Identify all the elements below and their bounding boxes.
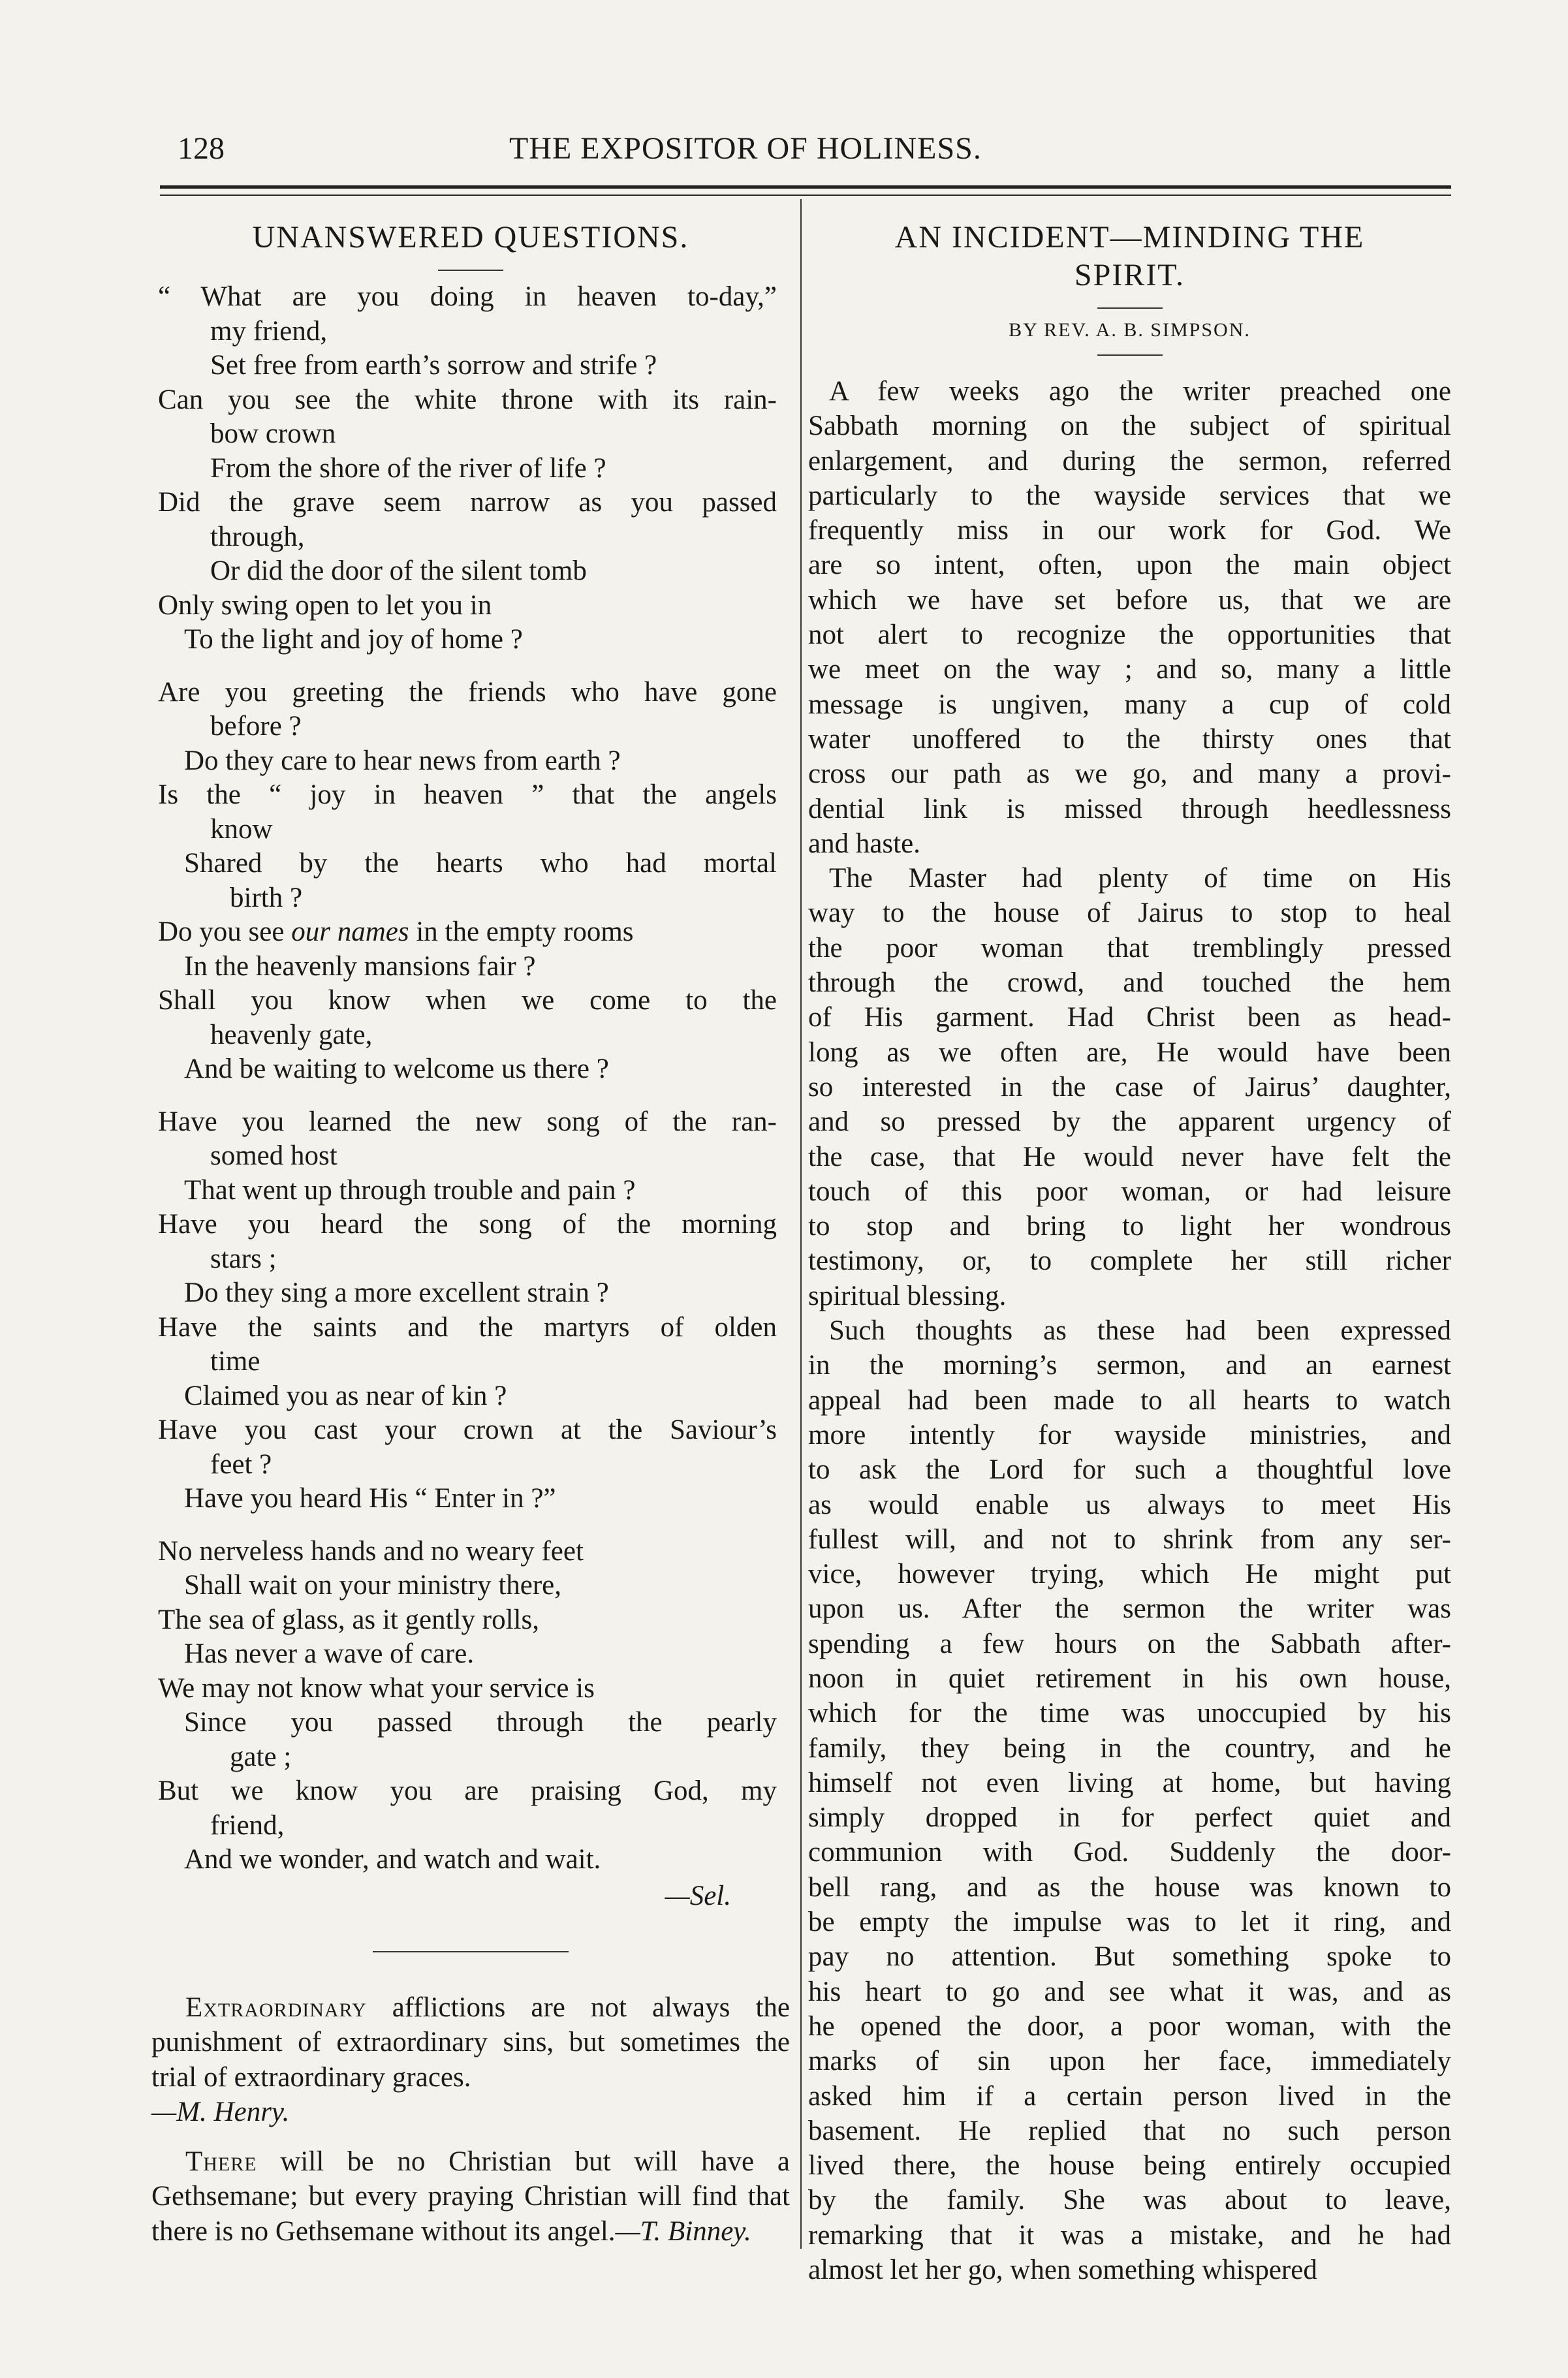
poem-line: friend,	[210, 1809, 285, 1841]
article-line: communion with God. Suddenly the door-	[808, 1837, 1451, 1868]
poem-stanza	[151, 280, 790, 657]
poem-line: somed host	[210, 1140, 337, 1171]
article-title	[808, 219, 1451, 294]
poem-title-rule	[438, 270, 503, 271]
article-line: marks of sin upon her face, immediately	[808, 2046, 1451, 2077]
article-line: not alert to recognize the opportunities that	[808, 619, 1451, 651]
quote-author: —T. Binney.	[615, 2215, 751, 2247]
article-title-line: AN INCIDENT—MINDING THE	[894, 220, 1365, 255]
article-line: testimony, or, to complete her still richer	[808, 1245, 1451, 1277]
poem	[151, 280, 790, 1877]
poem-line: Have you heard the song of the morning	[158, 1209, 777, 1240]
article-line: and so pressed by the apparent urgency of	[808, 1106, 1451, 1138]
poem-line: Or did the door of the silent tomb	[210, 555, 587, 586]
quote-text: afflictions are not always the punishment of extraordinary sins, but sometimes the trial of extraordinary graces.	[151, 1992, 790, 2093]
poem-line: But we know you are praising God, my	[158, 1776, 777, 1806]
article-line: dential link is missed through heedlessness	[808, 793, 1451, 824]
quote-binney	[151, 2144, 790, 2249]
article-line: spiritual blessing.	[808, 1280, 1007, 1311]
poem-line: Do they sing a more excellent strain ?	[184, 1277, 609, 1308]
article-line: simply dropped in for perfect quiet and	[808, 1802, 1451, 1834]
article-line: remarking that it was a mistake, and he had	[808, 2219, 1451, 2251]
header-rule-thick	[160, 185, 1451, 189]
article-byline: BY REV. A. B. SIMPSON.	[1009, 319, 1251, 341]
article-line: way to the house of Jairus to stop to heal	[808, 898, 1451, 929]
article-line: so interested in the case of Jairus’ daughter,	[808, 1071, 1451, 1103]
poem-stanza	[151, 1535, 790, 1877]
article-title-line: SPIRIT.	[1074, 258, 1185, 292]
poem-line: my friend,	[210, 315, 328, 347]
poem-stanza	[151, 676, 790, 1087]
poem-line: Can you see the white throne with its rain-	[158, 384, 777, 415]
poem-line: Have you heard His “ Enter in ?”	[184, 1483, 556, 1514]
article-line: and haste.	[808, 828, 920, 859]
poem-line: To the light and joy of home ?	[184, 624, 523, 655]
poem-line: Shall wait on your ministry there,	[184, 1570, 562, 1601]
article-line: fullest will, and not to shrink from any ser-	[808, 1524, 1451, 1555]
article-line: which we have set before us, that we are	[808, 584, 1451, 616]
poem-stanza	[151, 1105, 790, 1516]
poem-line: “ What are you doing in heaven to-day,”	[158, 281, 777, 312]
article-line: almost let her go, when something whispered	[808, 2255, 1317, 2286]
emphasis-our-names: our names	[291, 916, 409, 947]
article-line: upon us. After the sermon the writer was	[808, 1593, 1451, 1625]
article-line: noon in quiet retirement in his own house,	[808, 1663, 1451, 1694]
left-column	[151, 219, 790, 2249]
poem-line: Since you passed through the pearly	[184, 1707, 777, 1738]
poem-signature: —Sel.	[665, 1880, 731, 1911]
poem-line: And be waiting to welcome us there ?	[184, 1054, 609, 1084]
quote-text: will be no Christian but will have a Gethsemane; but every praying Christian will find that there is no Gethsemane without its angel.	[151, 2146, 790, 2247]
poem-line: stars ;	[210, 1243, 277, 1274]
article-byline-rule	[1097, 354, 1163, 356]
poem-line: Claimed you as near of kin ?	[184, 1380, 507, 1411]
poem-line: gate ;	[230, 1741, 292, 1772]
quote-author: —M. Henry.	[151, 2097, 290, 2127]
poem-line: Did the grave seem narrow as you passed	[158, 487, 777, 518]
poem-line: bow crown	[210, 418, 336, 449]
poem-line: Set free from earth’s sorrow and strife ?	[210, 350, 657, 381]
quote-lead: Extraordinary	[185, 1992, 367, 2023]
poem-line: Are you greeting the friends who have gone	[158, 676, 777, 708]
article-line: bell rang, and as the house was known to	[808, 1871, 1451, 1903]
article-line: particularly to the wayside services that we	[808, 480, 1451, 511]
article-line: in the morning’s sermon, and an earnest	[808, 1350, 1451, 1381]
page-number: 128	[178, 131, 225, 166]
article-line: to ask the Lord for such a thoughtful love	[808, 1454, 1451, 1486]
poem-line: In the heavenly mansions fair ?	[184, 950, 536, 982]
poem-line: We may not know what your service is	[158, 1672, 595, 1704]
poem-line: Have the saints and the martyrs of olden	[158, 1311, 777, 1343]
poem-line: The sea of glass, as it gently rolls,	[158, 1604, 539, 1635]
article-body	[808, 374, 1451, 2287]
article-line: through the crowd, and touched the hem	[808, 967, 1451, 999]
poem-line: feet ?	[210, 1448, 272, 1480]
right-column	[808, 219, 1451, 2287]
article-line: Sabbath morning on the subject of spiritual	[808, 411, 1451, 442]
poem-line: Shared by the hearts who had mortal	[184, 848, 777, 879]
article-line: the case, that He would never have felt the	[808, 1141, 1451, 1172]
article-line: which for the time was unoccupied by his	[808, 1698, 1451, 1729]
article-line: he opened the door, a poor woman, with the	[808, 2010, 1451, 2042]
article-line: vice, however trying, which He might put	[808, 1559, 1451, 1590]
article-line: spending a few hours on the Sabbath after-	[808, 1628, 1451, 1659]
article-title-rule	[1097, 307, 1163, 309]
poem-line: Have you learned the new song of the ran-	[158, 1106, 777, 1137]
article-line: more intently for wayside ministries, and	[808, 1419, 1451, 1450]
poem-line: Do you see our names in the empty rooms	[158, 916, 634, 947]
article-line: family, they being in the country, and he	[808, 1732, 1451, 1764]
poem-line: No nerveless hands and no weary feet	[158, 1535, 584, 1567]
article-line: Such thoughts as these had been expressed	[829, 1315, 1451, 1347]
article-line: of His garment. Had Christ been as head-	[808, 1002, 1451, 1033]
article-line: water unoffered to the thirsty ones that	[808, 723, 1451, 755]
poem-line: Is the “ joy in heaven ” that the angels	[158, 779, 777, 810]
poem-line: through,	[210, 521, 305, 552]
article-line: we meet on the way ; and so, many a little	[808, 654, 1451, 685]
poem-line: Do they care to hear news from earth ?	[184, 745, 621, 776]
article-line: long as we often are, He would have been	[808, 1037, 1451, 1068]
poem-line: Has never a wave of care.	[184, 1638, 475, 1669]
article-line: A few weeks ago the writer preached one	[829, 376, 1451, 407]
article-line: cross our path as we go, and many a provi-	[808, 759, 1451, 790]
section-rule	[373, 1951, 569, 1952]
article-line: himself not even living at home, but having	[808, 1767, 1451, 1798]
article-line: his heart to go and see what it was, and as	[808, 1976, 1451, 2007]
header-rule-thin	[160, 195, 1451, 196]
quote-lead: There	[185, 2146, 257, 2177]
article-line: frequently miss in our work for God. We	[808, 515, 1451, 546]
poem-line: That went up through trouble and pain ?	[184, 1174, 636, 1206]
poem-title: UNANSWERED QUESTIONS.	[252, 220, 689, 255]
running-title: THE EXPOSITOR OF HOLINESS.	[509, 131, 982, 166]
article-line: basement. He replied that no such person	[808, 2115, 1451, 2146]
article-line: The Master had plenty of time on His	[829, 863, 1451, 894]
article-line: to stop and bring to light her wondrous	[808, 1211, 1451, 1242]
poem-line: From the shore of the river of life ?	[210, 452, 606, 484]
poem-line: heavenly gate,	[210, 1019, 373, 1050]
poem-line: Shall you know when we come to the	[158, 985, 777, 1016]
poem-line: time	[210, 1346, 260, 1377]
article-line: as would enable us always to meet His	[808, 1489, 1451, 1520]
poem-line: birth ?	[230, 882, 303, 913]
poem-line: Only swing open to let you in	[158, 589, 492, 621]
article-line: appeal had been made to all hearts to watch	[808, 1385, 1451, 1416]
article-line: pay no attention. But something spoke to	[808, 1941, 1451, 1973]
article-line: enlargement, and during the sermon, referred	[808, 445, 1451, 477]
poem-line: Have you cast your crown at the Saviour’s	[158, 1415, 777, 1445]
column-divider	[800, 199, 802, 2249]
article-line: are so intent, often, upon the main object	[808, 550, 1451, 581]
article-line: be empty the impulse was to let it ring, and	[808, 1907, 1451, 1938]
article-line: lived there, the house being entirely occupied	[808, 2150, 1451, 2182]
article-line: message is ungiven, many a cup of cold	[808, 689, 1451, 720]
article-line: asked him if a certain person lived in the	[808, 2080, 1451, 2112]
article-line: the poor woman that tremblingly pressed	[808, 932, 1451, 963]
poem-line: before ?	[210, 711, 302, 742]
poem-line: know	[210, 813, 273, 845]
poem-line: And we wonder, and watch and wait.	[184, 1844, 601, 1875]
article-line: touch of this poor woman, or had leisure	[808, 1176, 1451, 1207]
article-line: by the family. She was about to leave,	[808, 2185, 1451, 2216]
quote-henry	[151, 1990, 790, 2130]
